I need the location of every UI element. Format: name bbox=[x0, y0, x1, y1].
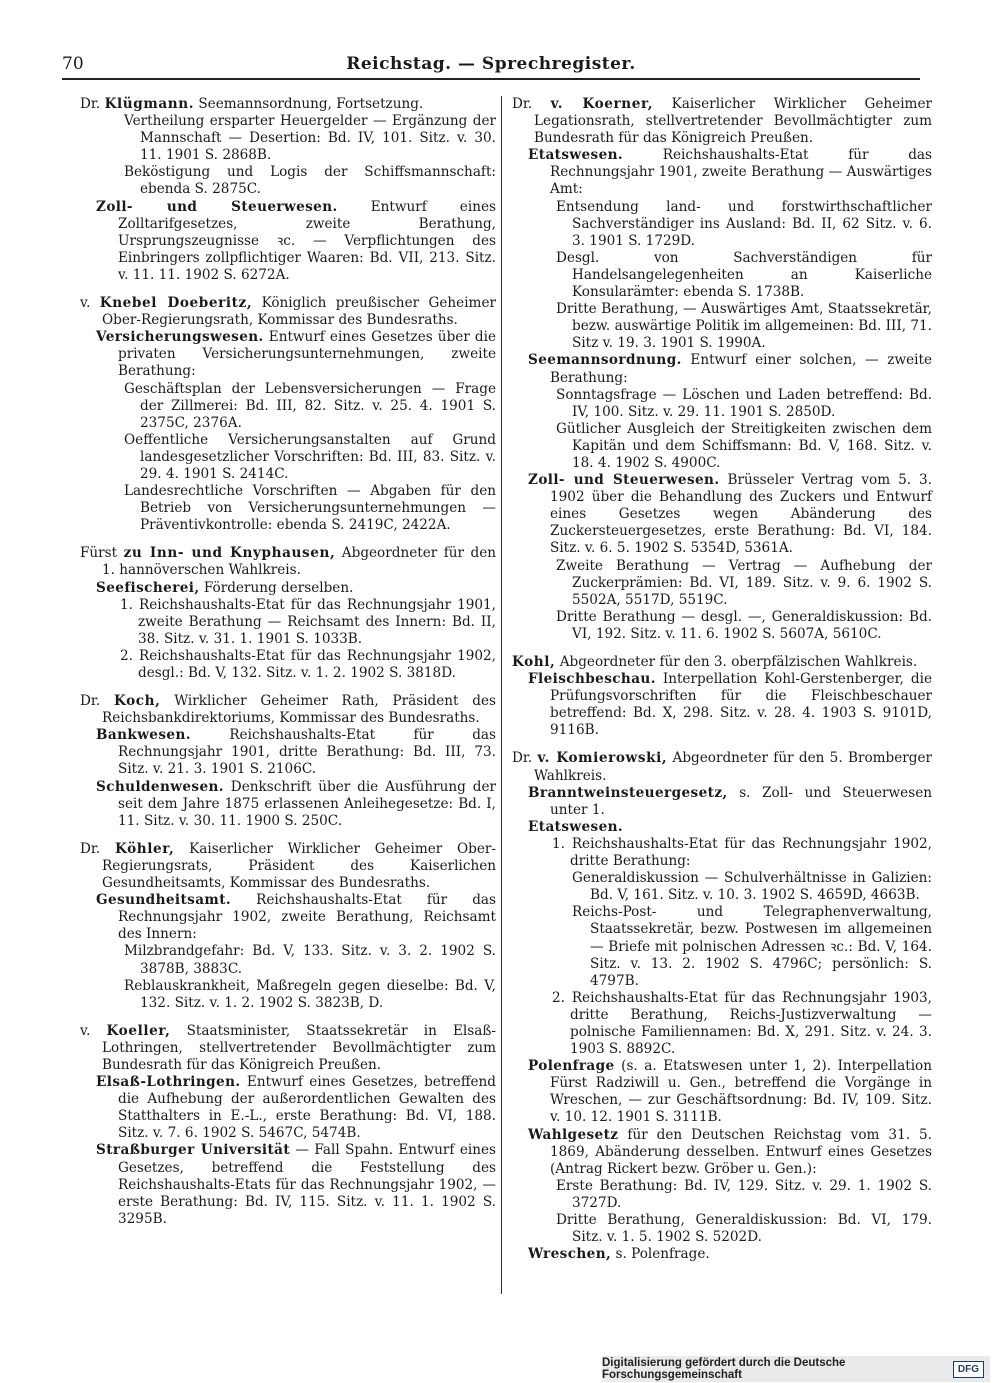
person-line bbox=[512, 96, 932, 147]
person-name: Klügmann. bbox=[104, 96, 195, 112]
person-description: Kaiserlicher Wirklicher Geheimer Ober-Regierungsrats, Präsident des Kaiserlichen Gesundheitsamts, Kommissar des Bundesraths. bbox=[102, 840, 496, 892]
index-entry bbox=[80, 841, 496, 1012]
person-name: zu Inn- und Knyphausen, bbox=[123, 545, 336, 562]
person-name: Kohl, bbox=[512, 654, 556, 670]
subject-text: für den Deutschen Reichstag vom 31. 5. 1869, Abänderung desselben. Entwurf eines Gesetzes (Antrag Rickert bezw. Gröber u. Gen.): bbox=[550, 1126, 932, 1177]
reference-line: Gütlicher Ausgleich der Streitigkeiten zwischen dem Kapitän und dem Schiffsmann: Bd. V, 168. Sitz. v. 18. 4. 1902 S. 4900C. bbox=[556, 420, 932, 471]
subject-text: Entwurf eines Zolltarifgesetzes, zweite Berathung, Ursprungszeugnisse ꝛc. — Verpflichtungen des Einbringers zollpflichtiger Waaren: Bd. VII, 213. Sitz. v. 11. 11. 1902 S. 6272A. bbox=[118, 198, 496, 283]
subject-line bbox=[512, 352, 932, 386]
column-divider bbox=[501, 96, 502, 1294]
reference-line: Landesrechtliche Vorschriften — Abgaben für den Betrieb von Versicherungsunternehmungen — Präventivkontrolle: ebenda S. 2419C, 2422A. bbox=[124, 483, 496, 534]
footer-bar bbox=[602, 1356, 990, 1382]
subject-heading: Branntweinsteuergesetz, bbox=[528, 784, 728, 801]
subject-line bbox=[512, 671, 932, 739]
numbered-item bbox=[80, 648, 496, 682]
subject-text: Brüsseler Vertrag vom 5. 3. 1902 über die Behandlung des Zuckers und Entwurf eines Gesetzes wegen Abänderung des Zuckersteuergesetzes, erste Berathung: Bd. VI, 184. Sitz. v. 6. 5. 1902 S. 5354D, 5361A. bbox=[550, 472, 932, 557]
reference-line: Zweite Berathung — Vertrag — Aufhebung der Zuckerprämien: Bd. VI, 189. Sitz. v. 9. 6. 1902 S. 5502A, 5517D, 5519C. bbox=[556, 557, 932, 608]
subject-heading: Bankwesen. bbox=[96, 727, 191, 744]
person-name: Knebel Doeberitz, bbox=[99, 295, 253, 312]
page-number: 70 bbox=[62, 54, 84, 74]
subject-line bbox=[80, 580, 496, 597]
running-title: Reichstag. — Sprechregister. bbox=[346, 54, 636, 74]
person-description: Abgeordneter für den 5. Bromberger Wahlkreis. bbox=[534, 750, 933, 784]
subject-text: Reichshaushalts-Etat für das Rechnungsjahr 1902, zweite Berathung, Reichsamt des Innern: bbox=[118, 892, 496, 943]
item-number: 1. bbox=[120, 596, 133, 613]
item-text: Reichshaushalts-Etat für das Rechnungsjahr 1903, dritte Berathung, Reichs-Justizverwaltung — polnische Familiennamen: Bd. X, 291. Sitz. v. 24. 3. 1903 S. 8892C. bbox=[570, 989, 932, 1058]
person-name: Koch, bbox=[113, 693, 161, 710]
subject-text: (s. a. Etatswesen unter 1, 2). Interpellation Fürst Radziwill u. Gen., betreffend die Vorgänge in Wreschen, — zur Geschäftsordnung: Bd. IV, 109. Sitz. v. 10. 12. 1901 S. 3111B. bbox=[550, 1058, 932, 1126]
title-prefix: Dr. bbox=[512, 96, 533, 112]
subject-heading: Polenfrage bbox=[528, 1058, 615, 1075]
numbered-item bbox=[512, 836, 932, 870]
subject-heading: Straßburger Universität bbox=[96, 1142, 291, 1159]
subject-heading: Elsaß-Lothringen. bbox=[96, 1074, 241, 1091]
subject-text: Interpellation Kohl-Gerstenberger, die Prüfungsvorschriften für die Fleischbeschauer betreffend: Bd. X, 298. Sitz. v. 28. 4. 1903 S. 9101D, 9116B. bbox=[550, 671, 932, 739]
person-description: Abgeordneter für den 1. hannöverschen Wahlkreis. bbox=[102, 545, 496, 579]
subject-heading: Zoll- und Steuerwesen. bbox=[528, 472, 720, 489]
subject-line bbox=[512, 1246, 932, 1263]
person-line bbox=[80, 295, 496, 329]
page-header bbox=[62, 50, 920, 80]
reference-line: Sonntagsfrage — Löschen und Laden betreffend: Bd. IV, 100. Sitz. v. 29. 11. 1901 S. 2850D. bbox=[556, 386, 932, 420]
person-line bbox=[512, 750, 932, 784]
person-description: Wirklicher Geheimer Rath, Präsident des Reichsbankdirektoriums, Kommissar des Bundesraths. bbox=[102, 693, 496, 727]
reference-line: Milzbrandgefahr: Bd. V, 133. Sitz. v. 3. 2. 1902 S. 3878B, 3883C. bbox=[124, 943, 496, 977]
numbered-item bbox=[80, 597, 496, 648]
person-line bbox=[80, 96, 496, 113]
subject-line bbox=[80, 727, 496, 778]
reference-line: Dritte Berathung, — Auswärtiges Amt, Staatssekretär, bezw. auswärtige Politik im allgemeinen: Bd. III, 71. Sitz v. 19. 3. 1901 S. 1990A. bbox=[556, 301, 932, 352]
subject-line bbox=[80, 329, 496, 380]
subject-heading: Fleischbeschau. bbox=[528, 671, 656, 688]
title-prefix: v. bbox=[80, 1022, 91, 1039]
subject-heading: Wreschen, bbox=[528, 1246, 612, 1263]
title-prefix: Dr. bbox=[80, 693, 101, 710]
subject-heading: Etatswesen. bbox=[528, 818, 624, 835]
person-name: v. Koerner, bbox=[550, 96, 654, 112]
subject-text: Denkschrift über die Ausführung der seit dem Jahre 1875 erlassenen Anleihegesetze: Bd. I, 11. Sitz. v. 30. 11. 1900 S. 250C. bbox=[118, 778, 496, 829]
subject-text: Entwurf eines Gesetzes, betreffend die Aufhebung der außerordentlichen Gewalten des Statthalters in E.-L., erste Berathung: Bd. VI, 188. Sitz. v. 7. 6. 1902 S. 5467C, 5474B. bbox=[118, 1074, 496, 1142]
subject-line bbox=[512, 785, 932, 819]
title-prefix: Dr. bbox=[512, 750, 533, 767]
left-column bbox=[80, 96, 496, 1239]
subject-line bbox=[512, 472, 932, 557]
index-entry bbox=[80, 693, 496, 830]
person-line bbox=[80, 693, 496, 727]
title-prefix: Dr. bbox=[80, 840, 101, 857]
item-text: Reichshaushalts-Etat für das Rechnungsjahr 1902, desgl.: Bd. V, 132. Sitz. v. 1. 2. 1902 S. 3818D. bbox=[138, 647, 497, 681]
reference-line: Dritte Berathung, Generaldiskussion: Bd. VI, 179. Sitz. v. 1. 5. 1902 S. 5202D. bbox=[556, 1212, 932, 1246]
subject-heading: Etatswesen. bbox=[528, 147, 624, 164]
reference-line: Oeffentliche Versicherungsanstalten auf Grund landesgesetzlicher Vorschriften: Bd. III, 83. Sitz. v. 29. 4. 1901 S. 2414C. bbox=[124, 431, 496, 482]
subject-heading: Zoll- und Steuerwesen. bbox=[96, 198, 338, 215]
reference-line: Erste Berathung: Bd. IV, 129. Sitz. v. 29. 1. 1902 S. 3727D. bbox=[556, 1177, 932, 1211]
subject-line bbox=[512, 1058, 932, 1126]
subject-text: Reichshaushalts-Etat für das Rechnungsjahr 1901, dritte Berathung: Bd. III, 73. Sitz. v. 21. 3. 1901 S. 2106C. bbox=[118, 727, 496, 778]
subject-line bbox=[80, 892, 496, 943]
title-prefix: Dr. bbox=[80, 96, 101, 112]
item-text: Reichshaushalts-Etat für das Rechnungsjahr 1902, dritte Berathung: bbox=[570, 835, 932, 870]
person-description: Seemannsordnung, Fortsetzung. bbox=[198, 96, 424, 112]
index-entry bbox=[512, 750, 932, 1263]
reference-line: Geschäftsplan der Lebensversicherungen — Frage der Zillmerei: Bd. III, 82. Sitz. v. 25. 4. 1901 S. 2375C, 2376A. bbox=[124, 380, 496, 431]
subject-heading: Seemannsordnung. bbox=[528, 352, 682, 369]
index-entry bbox=[512, 96, 932, 643]
subject-text: s. Zoll- und Steuerwesen unter 1. bbox=[550, 784, 932, 818]
person-line bbox=[80, 841, 496, 892]
right-column bbox=[512, 96, 932, 1274]
subject-text: Entwurf eines Gesetzes über die privaten Versicherungsunternehmungen, zweite Berathung: bbox=[118, 329, 496, 380]
subject-line bbox=[80, 779, 496, 830]
item-number: 1. bbox=[552, 835, 565, 852]
person-name: Koeller, bbox=[106, 1022, 171, 1039]
reference-line: Beköstigung und Logis der Schiffsmannschaft: ebenda S. 2875C. bbox=[124, 164, 496, 198]
numbered-item bbox=[512, 990, 932, 1058]
subject-heading: Seefischerei, bbox=[96, 579, 200, 596]
person-line bbox=[512, 654, 932, 671]
person-description: Abgeordneter für den 3. oberpfälzischen Wahlkreis. bbox=[559, 654, 918, 670]
index-entry bbox=[80, 1023, 496, 1228]
person-name: Köhler, bbox=[114, 840, 175, 857]
person-line bbox=[80, 1023, 496, 1074]
footer-credit: Digitalisierung gefördert durch die Deutsche Forschungsgemeinschaft bbox=[602, 1357, 846, 1381]
reference-line: Vertheilung ersparter Heuergelder — Ergänzung der Mannschaft — Desertion: Bd. IV, 101. Sitz. v. 30. 11. 1901 S. 2868B. bbox=[124, 113, 496, 164]
subject-text: Entwurf einer solchen, — zweite Berathung: bbox=[550, 352, 932, 386]
item-number: 2. bbox=[120, 647, 133, 664]
subject-line bbox=[512, 147, 932, 198]
subject-heading: Wahlgesetz bbox=[528, 1126, 619, 1143]
subject-line bbox=[80, 1142, 496, 1227]
subject-heading: Gesundheitsamt. bbox=[96, 892, 232, 909]
subject-text: — Fall Spahn. Entwurf eines Gesetzes, betreffend die Feststellung des Reichshaushalts-Etats für das Rechnungsjahr 1902, — erste Berathung: Bd. IV, 115. Sitz. v. 11. 1. 1902 S. 3295B. bbox=[118, 1142, 496, 1227]
person-description: Kaiserlicher Wirklicher Geheimer Legationsrath, stellvertretender Bevollmächtigter zum Bundesrath für das Königreich Preußen. bbox=[534, 96, 932, 147]
subject-heading: Versicherungswesen. bbox=[96, 329, 264, 346]
reference-line: Entsendung land- und forstwirthschaftlicher Sachverständiger ins Ausland: Bd. II, 62 Sitz. v. 6. 3. 1901 S. 1729D. bbox=[556, 198, 932, 249]
index-entry bbox=[80, 96, 496, 284]
title-prefix: Fürst bbox=[80, 545, 118, 562]
index-entry bbox=[80, 545, 496, 682]
dfg-logo: DFG bbox=[953, 1361, 984, 1378]
person-name: v. Komierowski, bbox=[537, 750, 668, 767]
item-number: 2. bbox=[552, 989, 565, 1006]
subject-line bbox=[80, 1074, 496, 1142]
reference-line: Reichs-Post- und Telegraphenverwaltung, Staatssekretär, bezw. Postwesen im allgemeinen — Briefe mit polnischen Adressen ꝛc.: Bd. V, 164. Sitz. v. 13. 2. 1902 S. 4796C; persönlich: S. 4797B. bbox=[572, 904, 932, 989]
person-line bbox=[80, 545, 496, 579]
subject-text: Reichshaushalts-Etat für das Rechnungsjahr 1901, zweite Berathung — Auswärtiges Amt: bbox=[550, 147, 932, 198]
title-prefix: v. bbox=[80, 295, 91, 312]
subject-text: s. Polenfrage. bbox=[615, 1246, 710, 1263]
subject-line bbox=[512, 1127, 932, 1178]
index-entry bbox=[512, 654, 932, 739]
subject-text: Förderung derselben. bbox=[203, 579, 354, 596]
reference-line: Dritte Berathung — desgl. —, Generaldiskussion: Bd. VI, 192. Sitz. v. 11. 6. 1902 S. 5607A, 5610C. bbox=[556, 608, 932, 642]
person-description: Staatsminister, Staatssekretär in Elsaß-Lothringen, stellvertretender Bevollmächtigter zum Bundesrath für das Königreich Preußen. bbox=[102, 1022, 496, 1073]
reference-line: Generaldiskussion — Schulverhältnisse in Galizien: Bd. V, 161. Sitz. v. 10. 3. 1902 S. 4659D, 4663B. bbox=[572, 870, 932, 904]
reference-line: Desgl. von Sachverständigen für Handelsangelegenheiten an Kaiserliche Konsularämter: ebenda S. 1738B. bbox=[556, 249, 932, 301]
item-text: Reichshaushalts-Etat für das Rechnungsjahr 1901, zweite Berathung — Reichsamt des Innern: Bd. II, 38. Sitz. v. 31. 1. 1901 S. 1033B. bbox=[138, 596, 497, 647]
reference-line: Reblauskrankheit, Maßregeln gegen dieselbe: Bd. V, 132. Sitz. v. 1. 2. 1902 S. 3823B, D. bbox=[124, 977, 496, 1011]
person-description: Königlich preußischer Geheimer Ober-Regierungsrath, Kommissar des Bundesraths. bbox=[102, 295, 496, 329]
index-entry bbox=[80, 295, 496, 534]
subject-line bbox=[512, 819, 932, 836]
subject-line bbox=[80, 199, 496, 284]
subject-heading: Schuldenwesen. bbox=[96, 778, 224, 795]
